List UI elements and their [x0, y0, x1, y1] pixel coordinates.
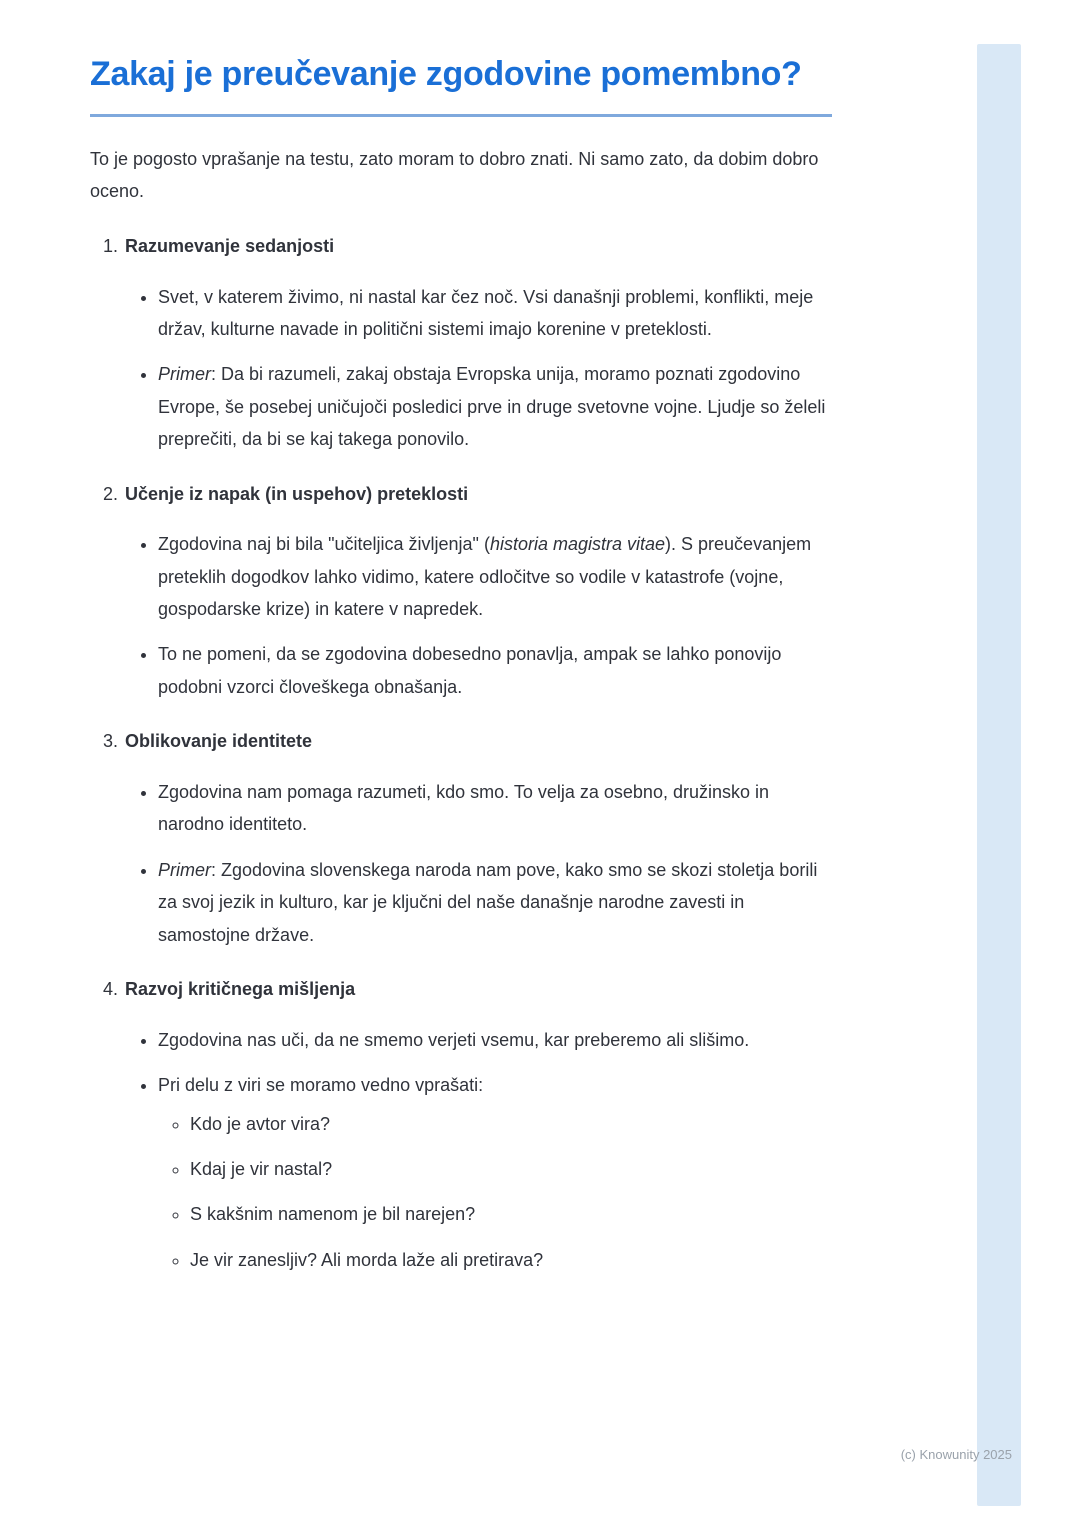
section-heading: Učenje iz napak (in uspehov) preteklosti	[125, 483, 469, 504]
section-number: 4.	[103, 979, 119, 999]
bullet-list	[90, 776, 832, 951]
bullet-list	[90, 1024, 832, 1276]
sections-list	[90, 232, 832, 1276]
bullet-item	[158, 358, 832, 455]
bullet-text	[158, 1030, 749, 1050]
section-title	[90, 480, 832, 509]
text-segment: Zgodovina nam pomaga razumeti, kdo smo. To velja za osebno, družinsko in narodno identiteto.	[158, 782, 769, 835]
bullet-list	[90, 528, 832, 703]
document-content	[90, 50, 832, 1300]
bullet-item	[158, 1024, 832, 1056]
text-segment: ). S preučevanjem preteklih dogodkov lahko vidimo, katere odločitve so vodile v katastrofe (vojne, gospodarske krize) in katere v napredek.	[158, 534, 812, 620]
bullet-text	[158, 860, 817, 945]
section-heading: Oblikovanje identitete	[125, 731, 313, 752]
section-title	[90, 727, 832, 756]
section-heading: Razvoj kritičnega mišljenja	[125, 979, 356, 999]
text-segment: To ne pomeni, da se zgodovina dobesedno ponavlja, ampak se lahko ponovijo podobni vzorci človeškega obnašanja.	[158, 644, 782, 697]
bullet-list	[90, 281, 832, 456]
bullet-item	[158, 528, 832, 625]
sub-bullet-item: ◦ Kdaj je vir nastal?	[190, 1153, 832, 1185]
text-segment: : Da bi razumeli, zakaj obstaja Evropska unija, moramo poznati zgodovino Evrope, še posebej uničujoči posledici prve in druge svetovne vojne. Ljudje so želeli preprečiti, da bi se kaj takega ponovilo.	[158, 364, 826, 450]
bullet-text	[158, 782, 769, 834]
italic-text: Primer	[158, 364, 211, 385]
section	[90, 480, 832, 704]
bullet-item	[158, 638, 832, 703]
text-segment: Svet, v katerem živimo, ni nastal kar čez noč. Vsi današnji problemi, konflikti, meje držav, kulturne navade in politični sistemi imajo korenine v preteklosti.	[158, 286, 814, 339]
section	[90, 975, 832, 1276]
section-number: 1.	[103, 235, 119, 256]
footer-credit: (c) Knowunity 2025	[900, 1447, 1012, 1462]
italic-text: Primer	[158, 859, 211, 880]
page-edge-strip	[977, 44, 1021, 1506]
section	[90, 232, 832, 456]
section-title	[90, 975, 832, 1004]
sub-bullet-item: ◦ Je vir zanesljiv? Ali morda laže ali pretirava?	[190, 1244, 832, 1276]
sub-bullet-item: ◦ Kdo je avtor vira?	[190, 1108, 832, 1140]
italic-text: historia magistra vitae	[489, 534, 666, 555]
section-number: 2.	[103, 483, 119, 504]
bullet-text	[158, 644, 781, 696]
text-segment: : Zgodovina slovenskega naroda nam pove, kako smo se skozi stoletja borili za svoj jezik in kulturo, kar je ključni del naše današnje narodne zavesti in samostojne države.	[158, 859, 818, 945]
sub-bullet-list	[158, 1108, 832, 1277]
bullet-item	[158, 854, 832, 951]
section-heading: Razumevanje sedanjosti	[125, 235, 335, 256]
bullet-text	[158, 534, 811, 619]
section-title	[90, 232, 832, 261]
text-segment: Pri delu z viri se moramo vedno vprašati:	[158, 1075, 484, 1096]
section	[90, 727, 832, 951]
sub-bullet-item: ◦ S kakšnim namenom je bil narejen?	[190, 1198, 832, 1230]
title-divider	[90, 114, 832, 117]
bullet-text	[158, 364, 825, 449]
bullet-item	[158, 1069, 832, 1276]
bullet-text	[158, 1075, 483, 1095]
text-segment: Zgodovina naj bi bila "učiteljica življenja" (	[158, 534, 490, 555]
bullet-item	[158, 776, 832, 841]
bullet-text	[158, 287, 813, 339]
bullet-item	[158, 281, 832, 346]
section-number: 3.	[103, 731, 119, 752]
page-title: Zakaj je preučevanje zgodovine pomembno?	[90, 55, 802, 93]
text-segment: Zgodovina nas uči, da ne smemo verjeti vsemu, kar preberemo ali slišimo.	[158, 1029, 750, 1050]
intro-paragraph: To je pogosto vprašanje na testu, zato moram to dobro znati. Ni samo zato, da dobim dobro oceno.	[90, 148, 819, 202]
